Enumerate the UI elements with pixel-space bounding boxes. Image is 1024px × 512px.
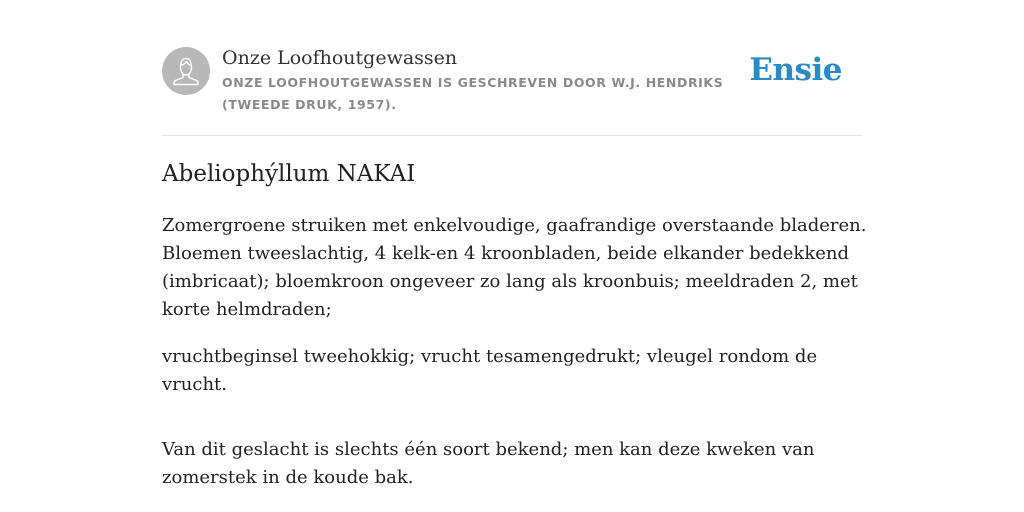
entry-paragraph: Zomergroene struiken met enkelvoudige, gaafrandige overstaande bladeren. Bloemen tweeslachtig, 4 kelk-en 4 kroonbladen, beide elkander bedekkend (imbricaat); bloemkroon ongeveer zo lang als kroonbuis; meeldraden 2, met korte helmdraden;	[162, 215, 867, 320]
page-container	[162, 0, 867, 488]
entry-title: Abeliophýllum NAKAI	[162, 161, 416, 187]
entry-paragraph: Van dit geslacht is slechts één soort bekend; men kan deze kweken van zomerstek in de koude bak.	[162, 439, 815, 488]
entry-body	[162, 212, 867, 511]
book-title[interactable]: Onze Loofhoutgewassen	[222, 47, 458, 69]
ensie-logo[interactable]: Ensie	[749, 52, 842, 88]
user-silhouette-icon[interactable]	[162, 47, 210, 95]
source-header	[162, 0, 862, 136]
book-description: ONZE LOOFHOUTGEWASSEN IS GESCHREVEN DOOR W.J. HENDRIKS (TWEEDE DRUK, 1957).	[222, 75, 724, 112]
entry-paragraph: vruchtbeginsel tweehokkig; vrucht tesamengedrukt; vleugel rondom de vrucht.	[162, 346, 818, 395]
